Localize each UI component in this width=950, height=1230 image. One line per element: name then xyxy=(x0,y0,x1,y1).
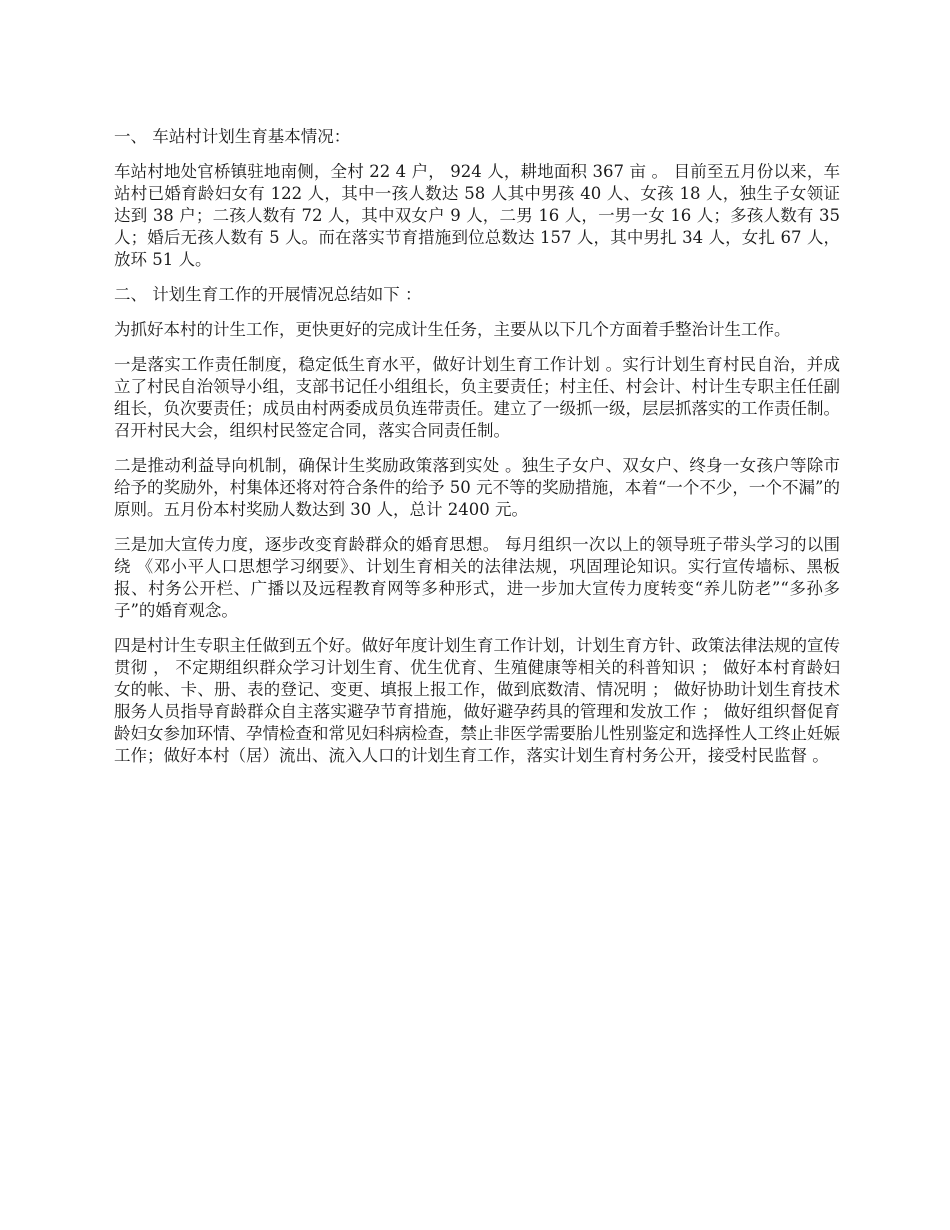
paragraph-five-goods: 四是村计生专职主任做到五个好。做好年度计划生育工作计划，计划生育方针、政策法律法规的宣传贯彻 ， 不定期组织群众学习计划生育、优生优育、生殖健康等相关的科普知识 ； 做好本村育龄妇女的帐、卡、册、表的登记、变更、填报上报工作，做到底数清、情况明 ； 做好协助计划生育技术服务人员指导育龄群众自主落实避孕节育措施，做好避孕药具的管理和发放工作 ； 做好组织督促育龄妇女参加环情、孕情检查和常见妇科病检查，禁止非医学需要胎儿性别鉴定和选择性人工终止妊娠工作；做好本村（居）流出、流入人口的计划生育工作，落实计划生育村务公开，接受村民监督 。 xyxy=(114,636,840,765)
paragraph-responsibility-system: 一是落实工作责任制度，稳定低生育水平，做好计划生育工作计划 。实行计划生育村民自治，并成立了村民自治领导小组，支部书记任小组组长，负主要责任；村主任、村会计、村计生专职主任任副组长，负次要责任；成员由村两委成员负连带责任。建立了一级抓一级，层层抓落实的工作责任制。召开村民大会，组织村民签定合同，落实合同责任制。 xyxy=(114,355,840,440)
paragraph-incentive-mechanism: 二是推动利益导向机制，确保计生奖励政策落到实处 。独生子女户、双女户、终身一女孩户等除市给予的奖励外，村集体还将对符合条件的给予 50 元不等的奖励措施，本着“一个不少，一个不漏”的原则。五月份本村奖励人数达到 30 人，总计 2400 元。 xyxy=(114,456,840,519)
section-heading-work-summary: 二、 计划生育工作的开展情况总结如下 ： xyxy=(114,285,422,304)
paragraph-village-statistics: 车站村地处官桥镇驻地南侧，全村 22 4 户， 924 人，耕地面积 367 亩 。 目前至五月份以来，车站村已婚育龄妇女有 122 人，其中一孩人数达 58 人其中男孩 40 人、女孩 18 人，独生子女领证达到 38 户；二孩人数有 72 人，其中双女户 9 人，二男 16 人，一男一女 16 人；多孩人数有 35 人；婚后无孩人数有 5 人。而在落实节育措施到位总数达 157 人，其中男扎 34 人，女扎 67 人，放环 51 人。 xyxy=(114,162,840,269)
paragraph-introduction: 为抓好本村的计生工作，更快更好的完成计生任务，主要从以下几个方面着手整治计生工作。 xyxy=(114,320,791,339)
document-body xyxy=(114,126,840,780)
paragraph-publicity: 三是加大宣传力度，逐步改变育龄群众的婚育思想。 每月组织一次以上的领导班子带头学习的以围绕 《邓小平人口思想学习纲要》、计划生育相关的法律法规，巩固理论知识。实行宣传墙标、黑板报、村务公开栏、广播以及远程教育网等多种形式，进一步加大宣传力度转变“养儿防老”“多孙多子”的婚育观念。 xyxy=(114,535,840,620)
section-heading-basic-situation: 一、 车站村计划生育基本情况： xyxy=(114,127,351,146)
